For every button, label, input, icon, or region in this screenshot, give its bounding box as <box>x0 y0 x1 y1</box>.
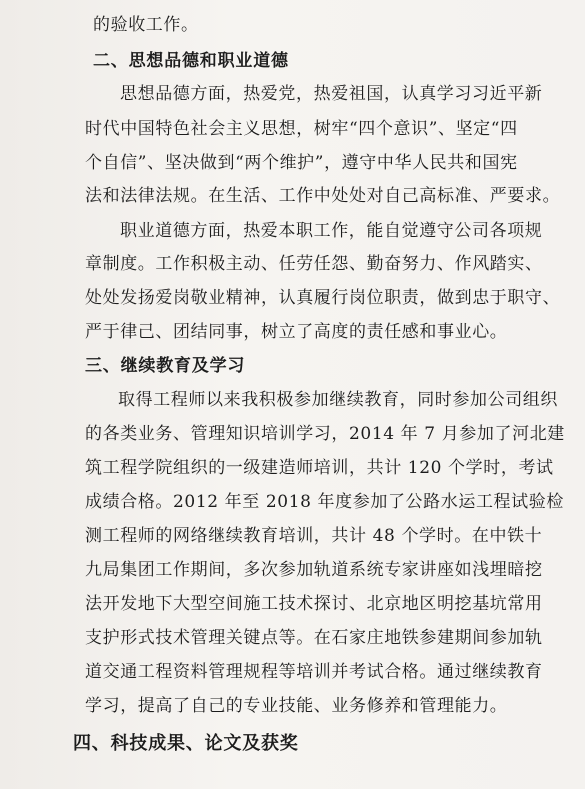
body-line: 个自信”、坚决做到“两个维护”，遵守中华人民共和国宪 <box>85 153 518 173</box>
body-line: 的验收工作。 <box>93 15 199 35</box>
body-line: 学习，提高了自己的专业技能、业务修养和管理能力。 <box>85 696 508 716</box>
section-heading-education: 三、继续教育及学习 <box>85 356 246 376</box>
body-line: 时代中国特色社会主义思想，树牢“四个意识”、坚定“四 <box>85 119 518 139</box>
section-heading-ethics: 二、思想品德和职业道德 <box>93 51 289 71</box>
body-line: 章制度。工作积极主动、任劳任怨、勤奋努力、作风踏实、 <box>85 254 543 274</box>
body-line: 思想品德方面，热爱党，热爱祖国，认真学习习近平新 <box>120 84 543 104</box>
body-line: 职业道德方面，热爱本职工作，能自觉遵守公司各项规 <box>120 221 543 241</box>
body-line: 筑工程学院组织的一级建造师培训，共计 120 个学时，考试 <box>85 458 554 478</box>
body-line: 法开发地下大型空间施工技术探讨、北京地区明挖基坑常用 <box>85 594 543 614</box>
section-heading-achievements: 四、科技成果、论文及获奖 <box>73 733 299 754</box>
body-line: 测工程师的网络继续教育培训，共计 48 个学时。在中铁十 <box>85 526 543 546</box>
body-line: 成绩合格。2012 年至 2018 年度参加了公路水运工程试验检 <box>85 492 564 512</box>
body-line: 道交通工程资料管理规程等培训并考试合格。通过继续教育 <box>85 662 543 682</box>
body-line: 严于律己、团结同事，树立了高度的责任感和事业心。 <box>85 322 508 342</box>
body-line: 取得工程师以来我积极参加继续教育，同时参加公司组织 <box>118 390 558 410</box>
body-line: 九局集团工作期间，多次参加轨道系统专家讲座如浅埋暗挖 <box>85 560 543 580</box>
body-line: 的各类业务、管理知识培训学习，2014 年 7 月参加了河北建 <box>85 424 565 444</box>
body-line: 法和法律法规。在生活、工作中处处对自己高标准、严要求。 <box>85 186 561 206</box>
body-line: 处处发扬爱岗敬业精神，认真履行岗位职责，做到忠于职守、 <box>85 288 561 308</box>
body-line: 支护形式技术管理关键点等。在石家庄地铁参建期间参加轨 <box>85 628 543 648</box>
